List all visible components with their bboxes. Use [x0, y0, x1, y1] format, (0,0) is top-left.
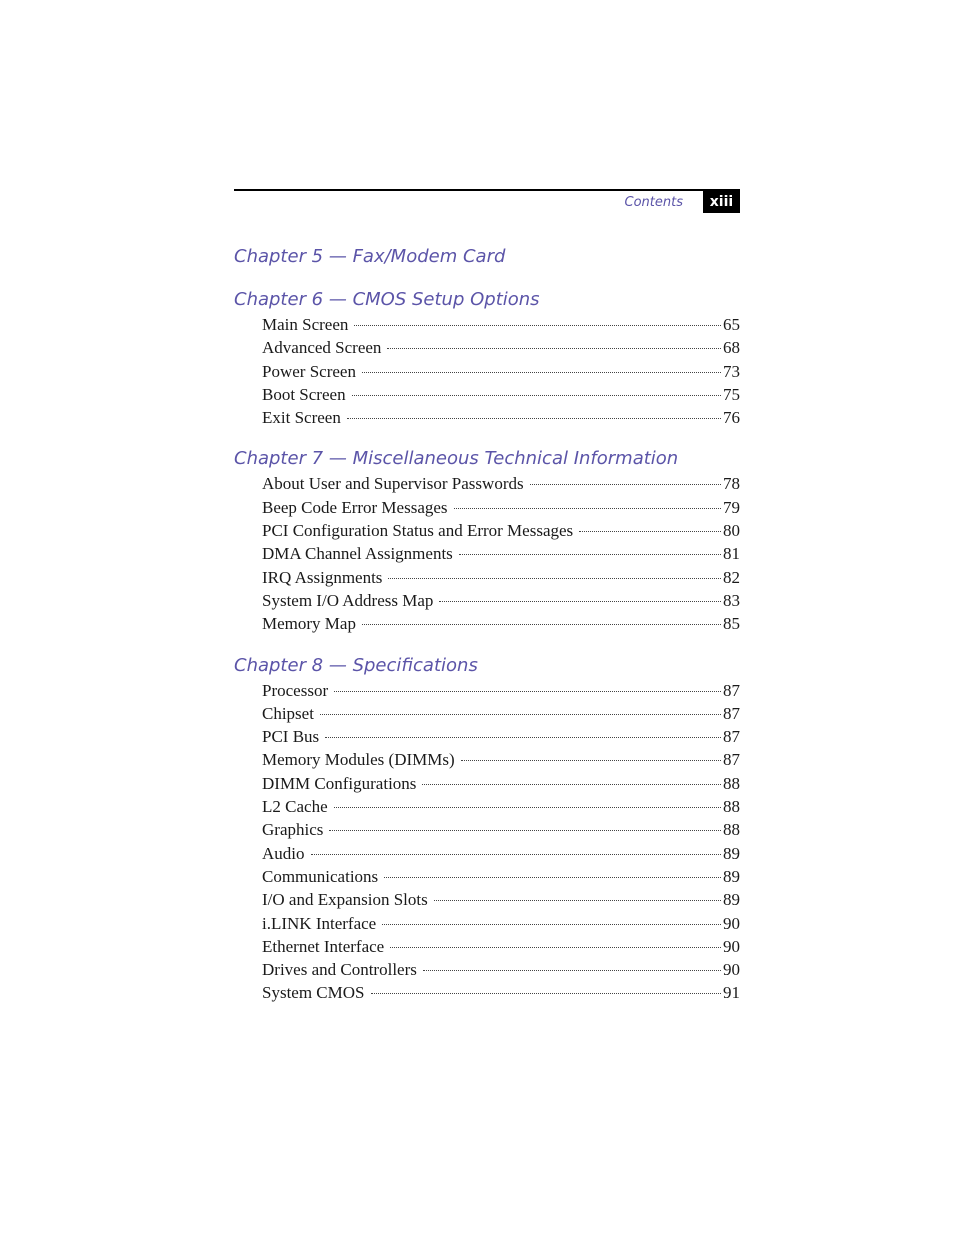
toc-entry-page-number: 82 [723, 567, 740, 587]
toc-entry-page-number: 65 [723, 315, 740, 334]
toc-entry[interactable] [262, 702, 740, 725]
table-of-contents [234, 244, 740, 1005]
toc-entry[interactable] [262, 795, 740, 818]
toc-entry-page-number: 90 [723, 913, 740, 933]
toc-entry-label: I/O and Expansion Slots [262, 890, 428, 910]
toc-entry-label: Exit Screen [262, 408, 341, 428]
toc-entry-label: Power Screen [262, 361, 356, 381]
toc-entry-label: Beep Code Error Messages [262, 497, 448, 517]
toc-entry[interactable] [262, 472, 740, 495]
toc-entry[interactable] [262, 958, 740, 981]
toc-entry-page-number: 88 [723, 820, 740, 840]
toc-entry-page-number: 75 [723, 384, 740, 404]
dot-leader [422, 784, 721, 785]
toc-entry[interactable] [262, 336, 740, 359]
dot-leader [390, 947, 721, 948]
page-number-folio: xiii [703, 191, 740, 213]
toc-entry-label: DMA Channel Assignments [262, 544, 453, 564]
toc-entry-page-number: 76 [723, 408, 740, 428]
toc-entry-label: Main Screen [262, 315, 349, 334]
toc-entry-label: Communications [262, 866, 379, 886]
toc-entry-label: IRQ Assignments [262, 567, 383, 587]
toc-entry-list [234, 472, 740, 635]
toc-entry-label: PCI Bus [262, 727, 320, 747]
dot-leader [329, 830, 721, 831]
toc-entry-page-number: 89 [723, 890, 740, 910]
toc-entry-label: Audio [262, 843, 305, 863]
dot-leader [388, 578, 721, 579]
toc-entry-label: Processor [262, 680, 329, 700]
toc-entry-page-number: 88 [723, 773, 740, 793]
chapter-section [234, 446, 740, 635]
toc-entry-label: Graphics [262, 820, 324, 840]
toc-entry[interactable] [262, 748, 740, 771]
toc-entry-page-number: 80 [723, 521, 740, 541]
toc-entry-label: Drives and Controllers [262, 960, 417, 980]
toc-entry-page-number: 73 [723, 361, 740, 381]
dot-leader [371, 993, 722, 994]
chapter-title[interactable]: Chapter 5 — Fax/Modem Card [234, 246, 506, 267]
toc-entry[interactable] [262, 888, 740, 911]
toc-entry[interactable] [262, 612, 740, 635]
toc-entry[interactable] [262, 981, 740, 1004]
toc-entry[interactable] [262, 383, 740, 406]
toc-entry-page-number: 78 [723, 474, 740, 494]
dot-leader [382, 924, 721, 925]
dot-leader [530, 484, 721, 485]
toc-entry-page-number: 79 [723, 497, 740, 517]
toc-entry[interactable] [262, 772, 740, 795]
chapter-section [234, 287, 740, 429]
dot-leader [334, 807, 721, 808]
toc-entry-label: Memory Map [262, 614, 356, 634]
toc-entry-label: Chipset [262, 703, 314, 723]
toc-entry[interactable] [262, 679, 740, 702]
toc-entry-page-number: 87 [723, 680, 740, 700]
toc-entry[interactable] [262, 542, 740, 565]
header-rule [234, 189, 740, 191]
toc-entry-page-number: 89 [723, 866, 740, 886]
toc-entry-page-number: 83 [723, 590, 740, 610]
toc-entry-label: System I/O Address Map [262, 590, 434, 610]
toc-entry[interactable] [262, 519, 740, 542]
dot-leader [579, 531, 721, 532]
dot-leader [325, 737, 721, 738]
dot-leader [354, 325, 721, 326]
toc-entry-page-number: 90 [723, 960, 740, 980]
toc-entry-label: Boot Screen [262, 384, 346, 404]
toc-entry-label: DIMM Configurations [262, 773, 417, 793]
toc-entry-label: Advanced Screen [262, 338, 382, 358]
toc-entry[interactable] [262, 360, 740, 383]
toc-entry[interactable] [262, 842, 740, 865]
toc-entry-label: L2 Cache [262, 797, 328, 817]
dot-leader [347, 418, 721, 419]
toc-entry-list [234, 679, 740, 1005]
dot-leader [320, 714, 721, 715]
toc-entry-page-number: 87 [723, 727, 740, 747]
toc-entry[interactable] [262, 496, 740, 519]
chapter-title[interactable]: Chapter 7 — Miscellaneous Technical Information [234, 448, 679, 470]
toc-entry[interactable] [262, 566, 740, 589]
dot-leader [423, 970, 721, 971]
toc-entry-list [234, 313, 740, 429]
dot-leader [454, 508, 721, 509]
toc-entry[interactable] [262, 912, 740, 935]
toc-entry-label: System CMOS [262, 983, 365, 1003]
chapter-title[interactable]: Chapter 6 — CMOS Setup Options [234, 289, 540, 310]
toc-entry-label: Ethernet Interface [262, 936, 385, 956]
dot-leader [384, 877, 721, 878]
dot-leader [311, 854, 722, 855]
toc-entry[interactable] [262, 935, 740, 958]
toc-entry-page-number: 90 [723, 936, 740, 956]
dot-leader [362, 624, 721, 625]
toc-entry-label: Memory Modules (DIMMs) [262, 750, 455, 770]
dot-leader [387, 348, 721, 349]
toc-entry[interactable] [262, 865, 740, 888]
toc-entry-page-number: 89 [723, 843, 740, 863]
toc-entry-page-number: 81 [723, 544, 740, 564]
toc-entry[interactable] [262, 313, 740, 336]
toc-entry-page-number: 87 [723, 750, 740, 770]
running-head: Contents [624, 195, 683, 210]
toc-entry-label: PCI Configuration Status and Error Messages [262, 521, 574, 541]
dot-leader [461, 760, 721, 761]
toc-entry-page-number: 68 [723, 338, 740, 358]
dot-leader [439, 601, 721, 602]
toc-entry[interactable] [262, 406, 740, 429]
chapter-section [234, 244, 740, 270]
dot-leader [434, 900, 721, 901]
toc-entry-label: i.LINK Interface [262, 913, 377, 933]
toc-entry-page-number: 91 [723, 983, 740, 1003]
chapter-title[interactable]: Chapter 8 — Specifications [234, 654, 478, 676]
toc-entry-page-number: 85 [723, 614, 740, 634]
toc-entry[interactable] [262, 725, 740, 748]
chapter-section [234, 653, 740, 1005]
dot-leader [334, 691, 721, 692]
toc-entry-page-number: 87 [723, 703, 740, 723]
dot-leader [459, 554, 721, 555]
toc-entry-label: About User and Supervisor Passwords [262, 474, 524, 494]
dot-leader [352, 395, 721, 396]
toc-entry[interactable] [262, 589, 740, 612]
toc-entry[interactable] [262, 818, 740, 841]
toc-entry-page-number: 88 [723, 797, 740, 817]
dot-leader [362, 372, 721, 373]
